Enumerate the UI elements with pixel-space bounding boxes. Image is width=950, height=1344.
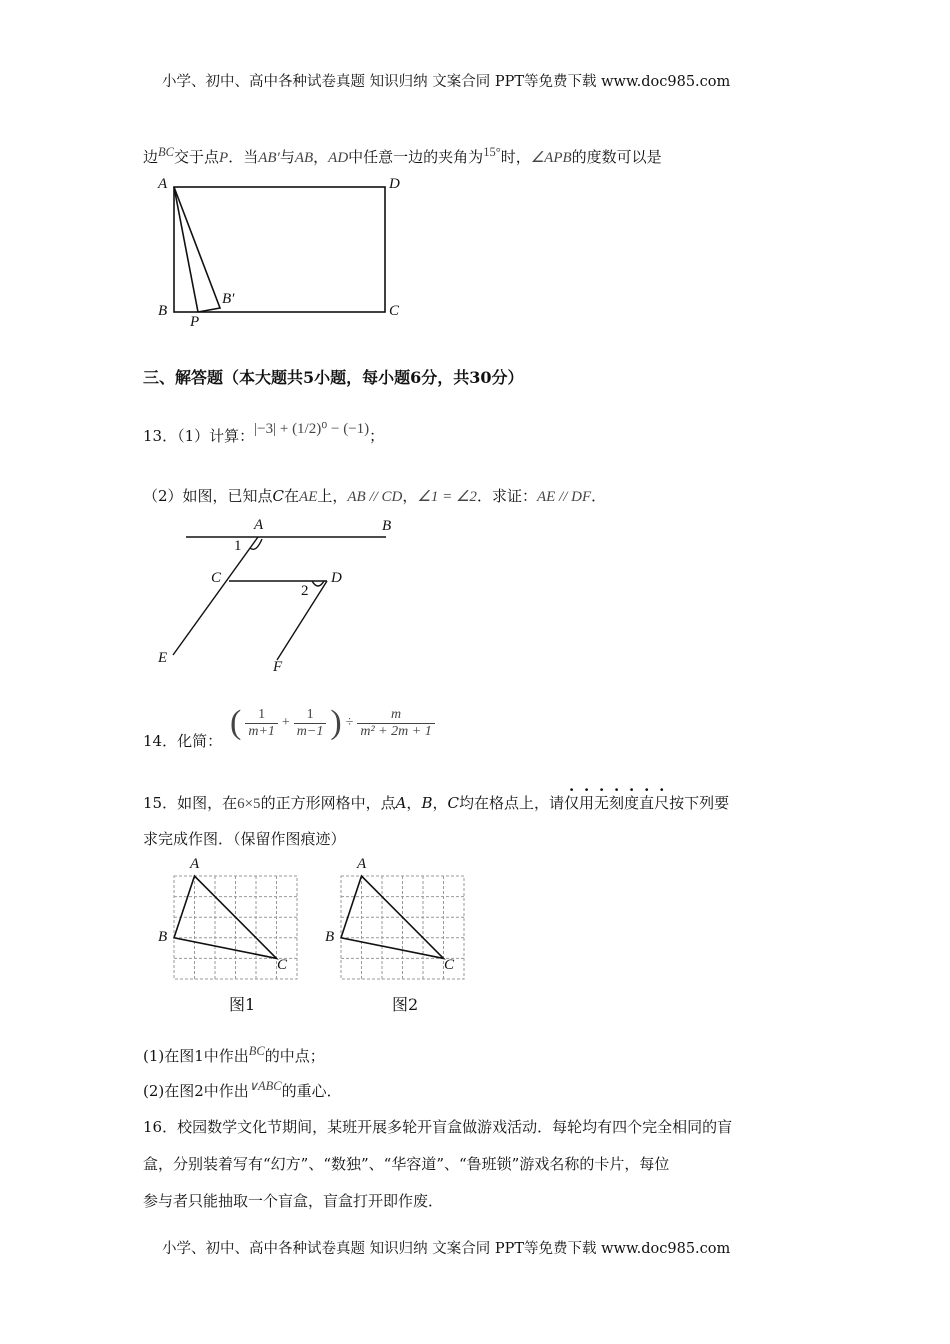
page-footer: 小学、初中、高中各种试卷真题 知识归纳 文案合同 PPT等免费下载 www.doc985.com xyxy=(162,1241,731,1257)
rectangle-figure xyxy=(174,187,385,312)
q15-line2: 求完成作图．（保留作图痕迹） xyxy=(143,830,346,848)
parallel-figure xyxy=(173,537,386,660)
q13-part1: 13．（1）计算：|−3| + (1/2)⁰ − (−1)； xyxy=(143,421,385,445)
document-page: 小学、初中、高中各种试卷真题 知识归纳 文案合同 PPT等免费下载 www.doc985.com 边$^{BC}$交于点P．当AB′与AB，AD中任意一边的夹角为$^{15^\circ}$时，∠APB的度数可以是 A D B C P B′ 三、解答题（本大题共5小题，每小题6分，共30分） 13．（1）计算：|−3| + (1/2)⁰ − (−1)； （2）如图，已知点C在AE上，AB // CD，∠1 = ∠2．求证：AE // DF． A B C D E F 1 2 14．化简： ( 1 m+1 + 1 m−1 ) ÷ m m² + 2m + 1 15．如图，在6×5的正方形网格中，点A，B，C均在格点上，请仅用无刻度直尺按下列要 求完成作图．（保留作图痕迹） A B C A B C 图1 图2 (1)在图1中作出$^{BC}$的中点； (2)在图2中作出$^{\vee ABC}$的重心． 16．校园数学文化节期间，某班开展多轮开盲盒做游戏活动．每轮均有四个完全相同的盲 盒，分别装着写有“幻方”、“数独”、“华容道”、“鲁班锁”游戏名称的卡片，每位 参与者只能抽取一个盲盒，盲盒打开即作废． 小学、初中、高中各种试卷真题 知识归纳 文案合同 PPT等免费下载 www.doc985.com xyxy=(0,0,950,1344)
q15-line1: 15．如图，在6×5的正方形网格中，点A，B，C均在格点上，请仅用无刻度直尺按下列要 xyxy=(143,794,730,812)
page-header: 小学、初中、高中各种试卷真题 知识归纳 文案合同 PPT等免费下载 www.doc985.com xyxy=(162,74,731,90)
q12-text: 边$^{BC}$交于点P．当AB′与AB，AD中任意一边的夹角为$^{15^\circ}$时，∠APB的度数可以是 xyxy=(143,145,662,166)
section-3-heading: 三、解答题（本大题共5小题，每小题6分，共30分） xyxy=(143,368,524,387)
q15-sub1: (1)在图1中作出$^{BC}$的中点； xyxy=(143,1044,325,1065)
q16-line3: 参与者只能抽取一个盲盒，盲盒打开即作废． xyxy=(143,1192,444,1210)
q14-label: 14．化简： xyxy=(143,732,223,750)
fig2-caption: 图2 xyxy=(392,995,419,1014)
q15-sub2: (2)在图2中作出$^{\vee ABC}$的重心． xyxy=(143,1079,342,1100)
q13-part2: （2）如图，已知点C在AE上，AB // CD，∠1 = ∠2．求证：AE // DF． xyxy=(143,487,607,505)
fig1-caption: 图1 xyxy=(229,995,256,1014)
q16-line2: 盒，分别装着写有“幻方”、“数独”、“华容道”、“鲁班锁”游戏名称的卡片，每位 xyxy=(143,1155,670,1173)
q16-line1: 16．校园数学文化节期间，某班开展多轮开盲盒做游戏活动．每轮均有四个完全相同的盲 xyxy=(143,1118,733,1136)
q14-expression: ( 1 m+1 + 1 m−1 ) ÷ m m² + 2m + 1 xyxy=(230,704,435,742)
